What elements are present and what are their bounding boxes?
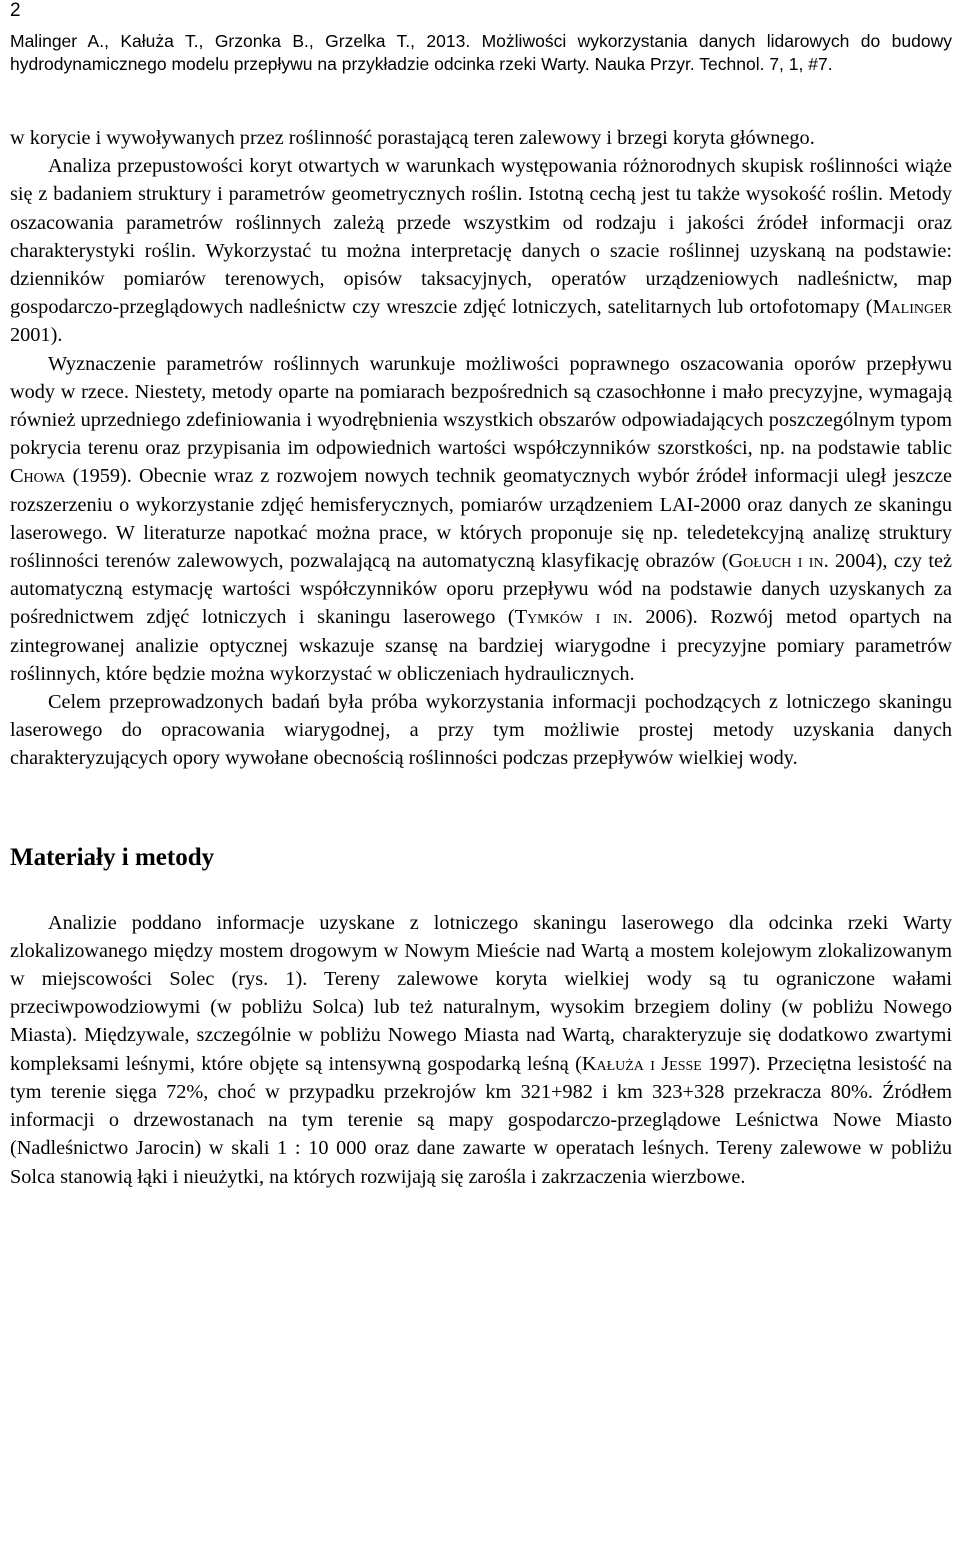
running-head-citation: Malinger A., Kałuża T., Grzonka B., Grzelka T., 2013. Możliwości wykorzystania danych lidarowych do budowy hydrodynamicznego modelu przepływu na przykładzie odcinka rzeki Warty. Nauka Przyr. Technol. 7, 1, #7. xyxy=(10,31,952,74)
page-number: 2 xyxy=(10,0,21,21)
intro-paragraph-3 xyxy=(10,350,952,688)
intro-paragraph-3-text-c: 2004), czy też automatyczną estymację wartości współczynników oporu przepływu wód na podstawie danych uzyskanych za pośrednictwem zdjęć lotniczych i skaningu laserowego ( xyxy=(10,550,953,629)
intro-paragraph-2-text-b: 2001). xyxy=(10,324,63,347)
section-heading-materials-methods: Materiały i metody xyxy=(10,843,215,871)
document-page xyxy=(10,0,952,1191)
introduction-body xyxy=(10,124,952,773)
materials-methods-body xyxy=(10,909,952,1191)
citation-chow: Chowa xyxy=(10,465,66,488)
methods-paragraph-1-text-a: Analizie poddano informacje uzyskane z lotniczego skaningu laserowego dla odcinka rzeki Warty zlokalizowanego między mostem drogowym w Nowym Mieście nad Wartą a mostem kolejowym zlokalizowanym w miejscowości Solec (rys. 1). Tereny zalewowe koryta wielkiej wody są tu ograniczone wałami przeciwpowodziowymi (w pobliżu Solca) lub też naturalnym, wysokim brzegiem doliny (w pobliżu Nowego Miasta). Międzywale, szczególnie w pobliżu Nowego Miasta nad Wartą, charakteryzuje się dodatkowo zwartymi kompleksami leśnymi, które objęte są intensywną gospodarką leśną ( xyxy=(10,911,952,1075)
methods-paragraph-1 xyxy=(10,909,952,1191)
methods-paragraph-1-text-b: 1997). Przeciętna lesistość na tym terenie sięga 72%, choć w przypadku przekrojów km 321+982 i km 323+328 przekracza 80%. Źródłem informacji o drzewostanach na tym terenie są mapy gospodarczo-przeglądowe Leśnictwa Nowe Miasto (Nadleśnictwo Jarocin) w skali 1 : 10 000 oraz dane zawarte w operatach leśnych. Tereny zalewowe w pobliżu Solca stanowią łąki i nieużytki, na których rozwijają się zarośla i zakrzaczenia wierzbowe. xyxy=(10,1052,952,1188)
intro-paragraph-4: Celem przeprowadzonych badań była próba wykorzystania informacji pochodzących z lotniczego skaningu laserowego do opracowania wiarygodnej, a przy tym możliwie prostej metody uzyskania danych charakteryzujących opory wywołane obecnością roślinności podczas przepływów wielkiej wody. xyxy=(10,691,952,770)
intro-paragraph-1: w korycie i wywoływanych przez roślinność porastającą teren zalewowy i brzegi koryta głównego. xyxy=(10,127,815,149)
intro-paragraph-2-text-a: Analiza przepustowości koryt otwartych w warunkach występowania różnorodnych skupisk roślinności wiąże się z badaniem struktury i parametrów geometrycznych roślin. Istotną cechą jest tu także wysokość roślin. Metody oszacowania parametrów roślinnych zależą przede wszystkim od rodzaju i jakości źródeł informacji oraz charakterystyki roślin. Wykorzystać tu można interpretację danych o szacie roślinnej uzyskaną na podstawie: dzienników pomiarów terenowych, opisów taksacyjnych, operatów urządzeniowych nadleśnictw, map gospodarczo-przeglądowych nadleśnictw czy wreszcie zdjęć lotniczych, satelitarnych lub ortofotomapy ( xyxy=(10,155,952,319)
citation-tymkow: Tymków i in. xyxy=(514,606,633,629)
citation-kaluza-jesse: Kałuża i Jesse xyxy=(581,1052,702,1075)
intro-paragraph-3-text-d: 2006). Rozwój metod opartych na zintegrowanej analizie optycznej wskazuje szansę na bardziej wiarygodne i precyzyjne pomiary parametrów roślinnych, które będzie można wykorzystać w obliczeniach hydraulicznych. xyxy=(10,606,952,685)
intro-paragraph-2 xyxy=(10,152,952,349)
intro-paragraph-3-text-a: Wyznaczenie parametrów roślinnych warunkuje możliwości poprawnego oszacowania oporów przepływu wody w rzece. Niestety, metody oparte na pomiarach bezpośrednich są czasochłonne i mało precyzyjne, wymagają również uprzedniego zdefiniowania i wyodrębnienia wszystkich obszarów odpowiadających poszczególnym typom pokrycia terenu oraz przypisania im odpowiednich wartości współczynników szorstkości, np. na podstawie tablic xyxy=(10,352,952,460)
citation-malinger: Malinger xyxy=(872,296,952,319)
intro-paragraph-3-text-b: (1959). Obecnie wraz z rozwojem nowych technik geomatycznych wybór źródeł informacji uległ jeszcze rozszerzeniu o wykorzystanie zdjęć hemisferycznych, pomiarów urządzeniem LAI-2000 oraz danych ze skaningu laserowego. W literaturze napotkać można prace, w których proponuje się np. teledetekcyjną analizę struktury roślinności terenów zalewowych, pozwalającą na automatyczną klasyfikację obrazów ( xyxy=(10,465,952,573)
citation-goluch: Gołuch i in. xyxy=(728,550,829,573)
